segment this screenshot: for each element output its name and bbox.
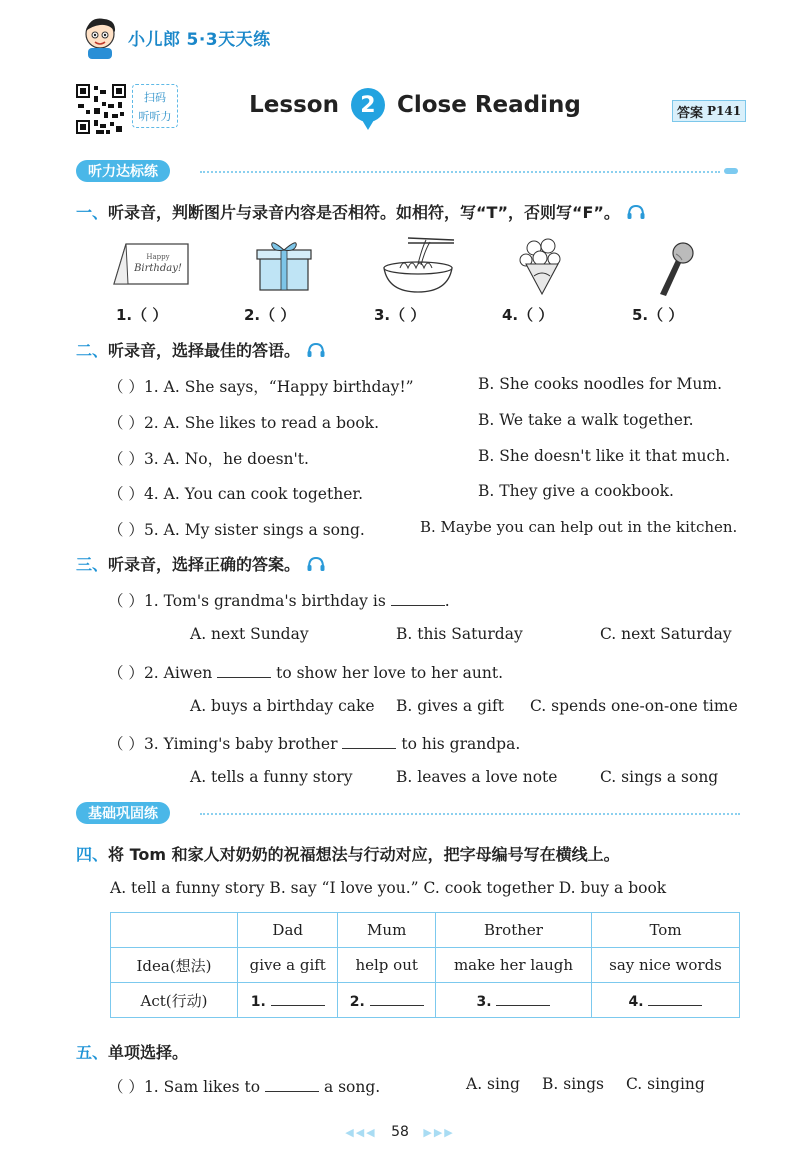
gift-box-icon	[254, 236, 314, 294]
fill-blank[interactable]	[265, 1077, 319, 1092]
lesson-word: Lesson	[249, 92, 339, 118]
q5-1-option-a: A. sing	[466, 1075, 520, 1093]
headphones-icon[interactable]	[306, 342, 326, 358]
section-tab-basic	[76, 802, 170, 824]
fill-blank[interactable]	[391, 591, 445, 606]
answer-blank[interactable]: （ ）	[108, 485, 144, 503]
q2-row-5	[108, 518, 365, 540]
option-b: B. She cooks noodles for Mum.	[478, 375, 723, 393]
row-label: Idea(想法)	[111, 948, 238, 983]
q2-row-1	[108, 375, 414, 397]
q3-2-option-a: A. buys a birthday cake	[190, 697, 375, 715]
answer-label: 答案	[676, 105, 703, 121]
q5-1-option-b: B. sings	[542, 1075, 605, 1093]
q3-stem-3	[108, 732, 520, 754]
q1-item-3[interactable]: 3.（ ）	[374, 306, 426, 324]
mascot-icon	[78, 14, 122, 60]
answer-blank[interactable]: （ ）	[108, 414, 144, 432]
answer-blank[interactable]: （ ）	[108, 450, 144, 468]
section-tab-listening-label: 听力达标练	[88, 164, 158, 180]
scan-label-line1: 扫码	[144, 91, 166, 104]
answer-reference[interactable]	[672, 100, 746, 122]
q3-3-option-a: A. tells a funny story	[190, 768, 353, 786]
q4-choices: A. tell a funny story B. say “I love you.” C. cook together D. buy a book	[110, 879, 667, 897]
q1-item-2[interactable]: 2.（ ）	[244, 306, 296, 324]
answer-cell[interactable]	[238, 983, 338, 1018]
q1-heading	[76, 200, 646, 223]
q2-instruction: 听录音，选择最佳的答语。	[108, 341, 301, 360]
section-tab-basic-label: 基础巩固练	[88, 806, 158, 822]
stem-text: 1. Tom's grandma's birthday is	[143, 592, 386, 610]
table-header: Dad	[238, 913, 338, 948]
table-cell: help out	[338, 948, 435, 983]
lesson-number: 2	[360, 92, 376, 118]
divider	[200, 171, 720, 173]
qr-code-icon[interactable]	[76, 84, 126, 134]
card-text-happy: Happy	[146, 253, 170, 261]
scan-label-line2: 听听力	[138, 110, 172, 123]
q4-instruction: 将 Tom 和家人对奶奶的祝福想法与行动对应，把字母编号写在横线上。	[108, 845, 620, 864]
q3-number: 三、	[76, 555, 109, 574]
answer-blank[interactable]: （ ）	[108, 1078, 144, 1096]
q5-stem-1	[108, 1075, 380, 1097]
q1-instruction: 听录音，判断图片与录音内容是否相符。如相符，写“T”，否则写“F”。	[108, 203, 620, 222]
q3-3-option-b: B. leaves a love note	[396, 768, 558, 786]
lesson-number-badge	[351, 88, 385, 122]
birthday-card-icon	[108, 240, 192, 290]
table-cell: make her laugh	[435, 948, 591, 983]
table-header: Tom	[592, 913, 740, 948]
card-text-birthday: Birthday!	[134, 263, 182, 274]
answer-cell[interactable]	[592, 983, 740, 1018]
answer-blank[interactable]: （ ）	[108, 521, 144, 539]
option-a: 2. A. She likes to read a book.	[143, 414, 379, 432]
q5-instruction: 单项选择。	[108, 1043, 189, 1062]
answer-cell[interactable]	[435, 983, 591, 1018]
flower-bouquet-icon	[512, 234, 572, 296]
divider	[200, 813, 740, 815]
stem-text: 1. Sam likes to	[143, 1078, 261, 1096]
stem-text: a song.	[323, 1078, 381, 1096]
lesson-name: Close Reading	[396, 92, 581, 118]
answer-cell[interactable]	[338, 983, 435, 1018]
q5-number: 五、	[76, 1043, 109, 1062]
q1-item-5[interactable]: 5.（ ）	[632, 306, 684, 324]
q3-3-option-c: C. sings a song	[600, 768, 719, 786]
option-a: 3. A. No，he doesn't.	[143, 450, 309, 468]
q2-row-4	[108, 482, 363, 504]
q3-instruction: 听录音，选择正确的答案。	[108, 555, 301, 574]
arrow-right-icon: ▶▶▶	[423, 1126, 455, 1139]
q3-1-option-b: B. this Saturday	[396, 625, 523, 643]
table-row	[111, 948, 740, 983]
noodles-bowl-icon	[378, 234, 458, 296]
q5-heading	[76, 1040, 188, 1063]
brand-series: 5·3天天练	[186, 29, 271, 50]
headphones-icon[interactable]	[306, 556, 326, 572]
q3-stem-1	[108, 589, 450, 611]
option-a: 4. A. You can cook together.	[143, 485, 363, 503]
q3-1-option-a: A. next Sunday	[190, 625, 309, 643]
answer-blank[interactable]: （ ）	[108, 664, 144, 682]
divider-end	[724, 168, 738, 174]
fill-blank[interactable]	[342, 734, 396, 749]
fill-blank[interactable]	[496, 991, 550, 1006]
q5-1-option-c: C. singing	[626, 1075, 705, 1093]
q2-row-3	[108, 447, 309, 469]
fill-blank[interactable]	[217, 663, 271, 678]
stem-text: 3. Yiming's baby brother	[143, 735, 338, 753]
fill-blank[interactable]	[271, 991, 325, 1006]
matching-table	[110, 912, 740, 1018]
stem-text: 2. Aiwen	[143, 664, 213, 682]
page-number: 58	[391, 1124, 409, 1140]
stem-text: to show her love to her aunt.	[276, 664, 504, 682]
fill-blank[interactable]	[648, 991, 702, 1006]
q2-number: 二、	[76, 341, 109, 360]
cell-number: 3.	[476, 993, 492, 1010]
scan-to-listen[interactable]	[132, 84, 178, 128]
brand-header	[78, 12, 271, 62]
option-b: B. We take a walk together.	[478, 411, 694, 429]
answer-page: P141	[706, 104, 742, 118]
q1-item-4[interactable]: 4.（ ）	[502, 306, 554, 324]
q1-item-1[interactable]: 1.（ ）	[116, 306, 168, 324]
answer-blank[interactable]: （ ）	[108, 592, 144, 610]
table-row	[111, 983, 740, 1018]
q2-heading	[76, 338, 326, 361]
arrow-left-icon: ◀◀◀	[345, 1126, 377, 1139]
table-header: Brother	[435, 913, 591, 948]
q3-heading	[76, 552, 326, 575]
option-b: B. They give a cookbook.	[478, 482, 674, 500]
stem-text: to his grandpa.	[401, 735, 521, 753]
answer-blank[interactable]: （ ）	[108, 735, 144, 753]
q2-row-2	[108, 411, 379, 433]
q3-2-option-c: C. spends one-on-one time	[530, 697, 738, 715]
lesson-title	[240, 80, 590, 130]
row-label: Act(行动)	[111, 983, 238, 1018]
option-a: 5. A. My sister sings a song.	[143, 521, 365, 539]
option-b: B. She doesn't like it that much.	[478, 447, 731, 465]
q4-heading	[76, 842, 620, 865]
option-a: 1. A. She says，“Happy birthday!”	[143, 378, 414, 396]
section-tab-listening	[76, 160, 170, 182]
fill-blank[interactable]	[370, 991, 424, 1006]
cell-number: 2.	[349, 993, 365, 1010]
cell-number: 1.	[250, 993, 266, 1010]
headphones-icon[interactable]	[626, 204, 646, 220]
option-b: B. Maybe you can help out in the kitchen.	[420, 518, 738, 536]
page-footer	[0, 1124, 800, 1140]
table-row	[111, 913, 740, 948]
microphone-icon	[652, 240, 698, 298]
q3-stem-2	[108, 661, 503, 683]
q1-number: 一、	[76, 203, 109, 222]
brand-name: 小儿郎	[128, 29, 181, 50]
cell-number: 4.	[628, 993, 644, 1010]
q3-1-option-c: C. next Saturday	[600, 625, 732, 643]
table-header: Mum	[338, 913, 435, 948]
answer-blank[interactable]: （ ）	[108, 378, 144, 396]
stem-text: .	[444, 592, 450, 610]
table-cell	[111, 913, 238, 948]
table-cell: give a gift	[238, 948, 338, 983]
q3-2-option-b: B. gives a gift	[396, 697, 504, 715]
table-cell: say nice words	[592, 948, 740, 983]
q4-number: 四、	[76, 845, 109, 864]
